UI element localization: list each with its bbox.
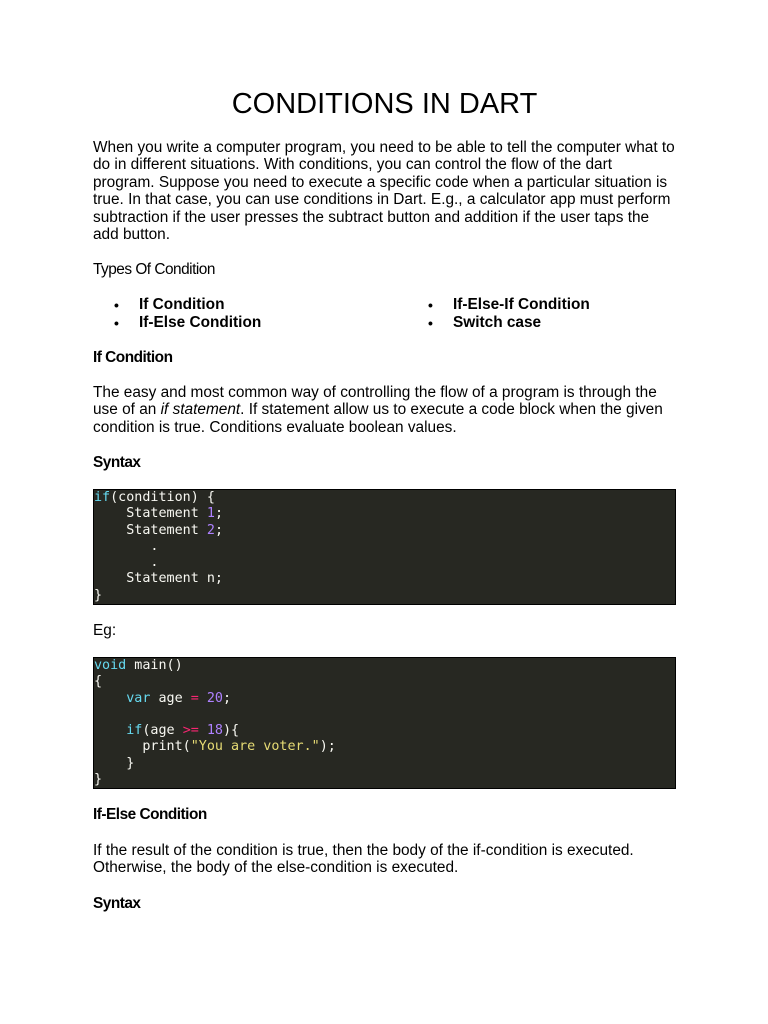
types-list-left <box>93 296 261 332</box>
list-item: • Switch case <box>428 314 542 331</box>
if-condition-heading: If Condition <box>93 349 173 366</box>
bullet-icon: • <box>114 297 119 313</box>
if-condition-paragraph: The easy and most common way of controlling the flow of a program is through the use of an if statement. If statement allow us to execute a code block when the given condition is true. Conditions evaluate boolean values. <box>93 384 663 436</box>
intro-paragraph: When you write a computer program, you need to be able to tell the computer what to do in different situations. With conditions, you can control the flow of the dart program. Suppose you need to execute a specific code when a particular situation is true. In that case, you can use conditions in Dart. E.g., a calculator app must perform subtraction if the user presses the subtract button and addition if the user taps the add button. <box>93 139 675 244</box>
list-item: • If Condition <box>114 296 225 313</box>
list-item: • If-Else Condition <box>114 314 262 331</box>
eg-label: Eg: <box>93 622 117 639</box>
if-else-syntax-heading: Syntax <box>93 895 141 912</box>
if-syntax-heading: Syntax <box>93 454 141 471</box>
example-code-block: void main() { var age = 20; if(age >= 18){ print("You are voter."); } } <box>93 657 676 789</box>
bullet-icon: • <box>428 315 433 331</box>
if-syntax-code-block: if(condition) { Statement 1; Statement 2; . . Statement n; } <box>93 489 676 605</box>
bullet-icon: • <box>114 315 119 331</box>
types-heading: Types Of Condition <box>93 261 215 278</box>
bullet-icon: • <box>428 297 433 313</box>
if-else-paragraph: If the result of the condition is true, then the body of the if-condition is executed. Otherwise, the body of the else-condition is executed. <box>93 842 634 877</box>
types-list-right <box>407 296 590 332</box>
if-else-heading: If-Else Condition <box>93 806 207 823</box>
list-item: • If-Else-If Condition <box>428 296 590 313</box>
page-title: CONDITIONS IN DART <box>231 88 538 120</box>
